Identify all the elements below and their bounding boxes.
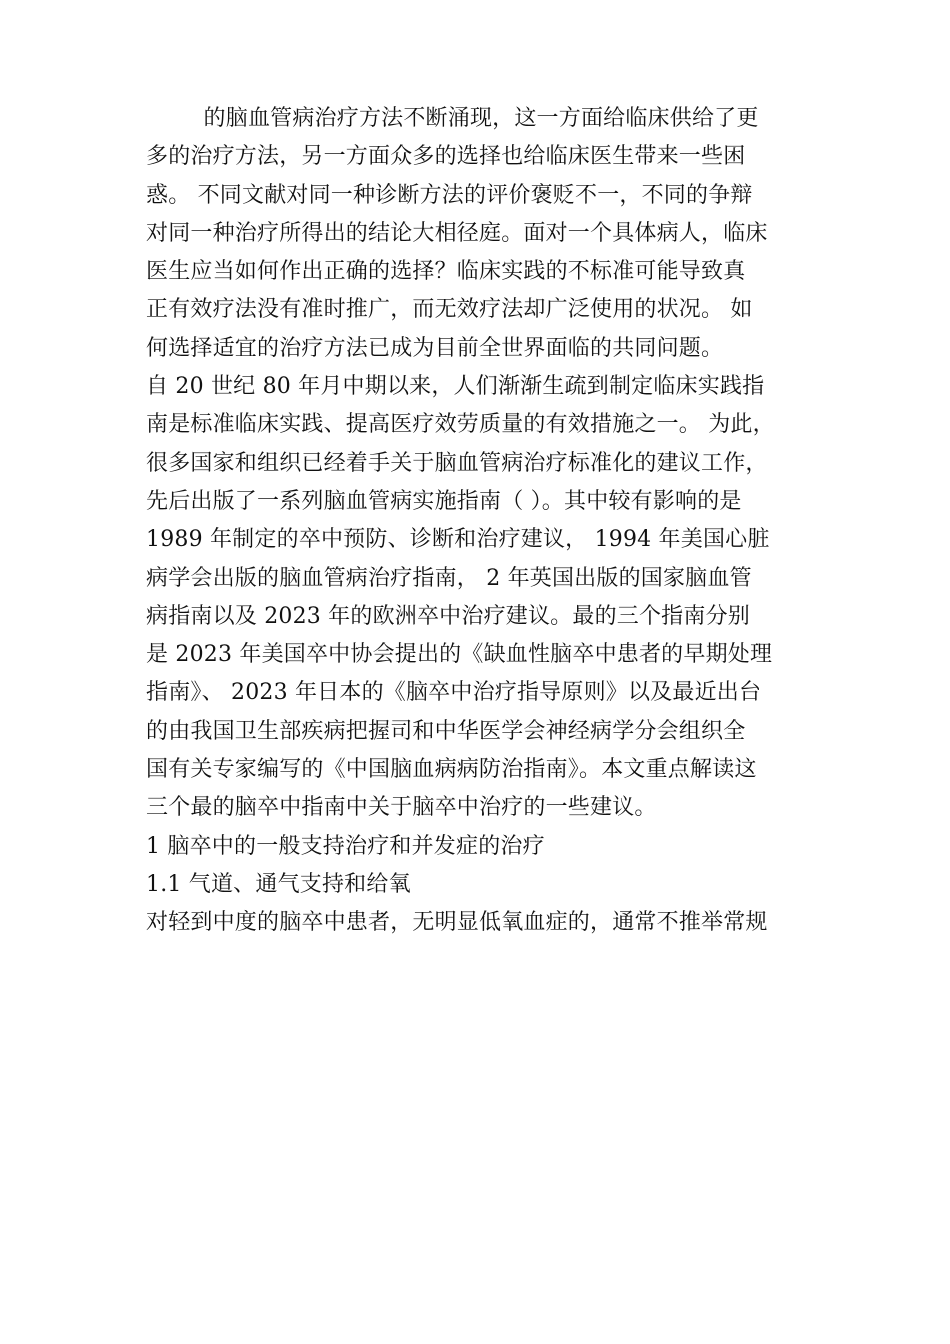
text-line: 南是标准临床实践、提高医疗效劳质量的有效措施之一。 为此， — [146, 412, 775, 438]
text-line: 何选择适宜的治疗方法已成为目前全世界面临的共同问题。 — [146, 335, 724, 361]
text-line: 指南》、 2023 年日本的《脑卒中治疗指导原则》以及最近出台 — [146, 680, 762, 706]
text-line: 三个最的脑卒中指南中关于脑卒中治疗的一些建议。 — [146, 795, 657, 821]
text-line: 对同一种治疗所得出的结论大相径庭。面对一个具体病人，临床 — [146, 220, 768, 246]
text-line: 多的治疗方法，另一方面众多的选择也给临床医生带来一些困 — [146, 144, 746, 170]
text-line: 医生应当如何作出正确的选择？临床实践的不标准可能导致真 — [146, 259, 746, 285]
text-line: 的由我国卫生部疾病把握司和中华医学会神经病学分会组织全 — [146, 718, 746, 744]
text-line: 国有关专家编写的《中国脑血病病防治指南》。本文重点解读这 — [146, 757, 757, 783]
text-line: 很多国家和组织已经着手关于脑血管病治疗标准化的建议工作， — [146, 450, 768, 476]
text-line: 病指南以及 2023 年的欧洲卒中治疗建议。最的三个指南分别 — [146, 603, 750, 629]
text-line: 对轻到中度的脑卒中患者，无明显低氧血症的，通常不推举常规 — [146, 910, 768, 936]
text-line: 先后出版了一系列脑血管病实施指南（ ）。其中较有影响的是 — [146, 488, 742, 514]
text-line: 1989 年制定的卒中预防、诊断和治疗建议， 1994 年美国心脏 — [146, 527, 770, 553]
text-line: 病学会出版的脑血管病治疗指南， 2 年英国出版的国家脑血管 — [146, 565, 752, 591]
text-line: 的脑血管病治疗方法不断涌现，这一方面给临床供给了更 — [146, 106, 759, 131]
text-line: 自 20 世纪 80 年月中期以来，人们渐渐生疏到制定临床实践指 — [146, 374, 765, 400]
text-line: 是 2023 年美国卒中协会提出的《缺血性脑卒中患者的早期处理 — [146, 642, 773, 668]
body-text — [146, 100, 806, 943]
subsection-heading: 1.1 气道、通气支持和给氧 — [146, 871, 411, 897]
text-line: 惑。 不同文献对同一种诊断方法的评价褒贬不一，不同的争辩 — [146, 182, 753, 208]
text-line: 正有效疗法没有准时推广，而无效疗法却广泛使用的状况。 如 — [146, 297, 753, 323]
section-heading: 1 脑卒中的一般支持治疗和并发症的治疗 — [146, 833, 545, 859]
